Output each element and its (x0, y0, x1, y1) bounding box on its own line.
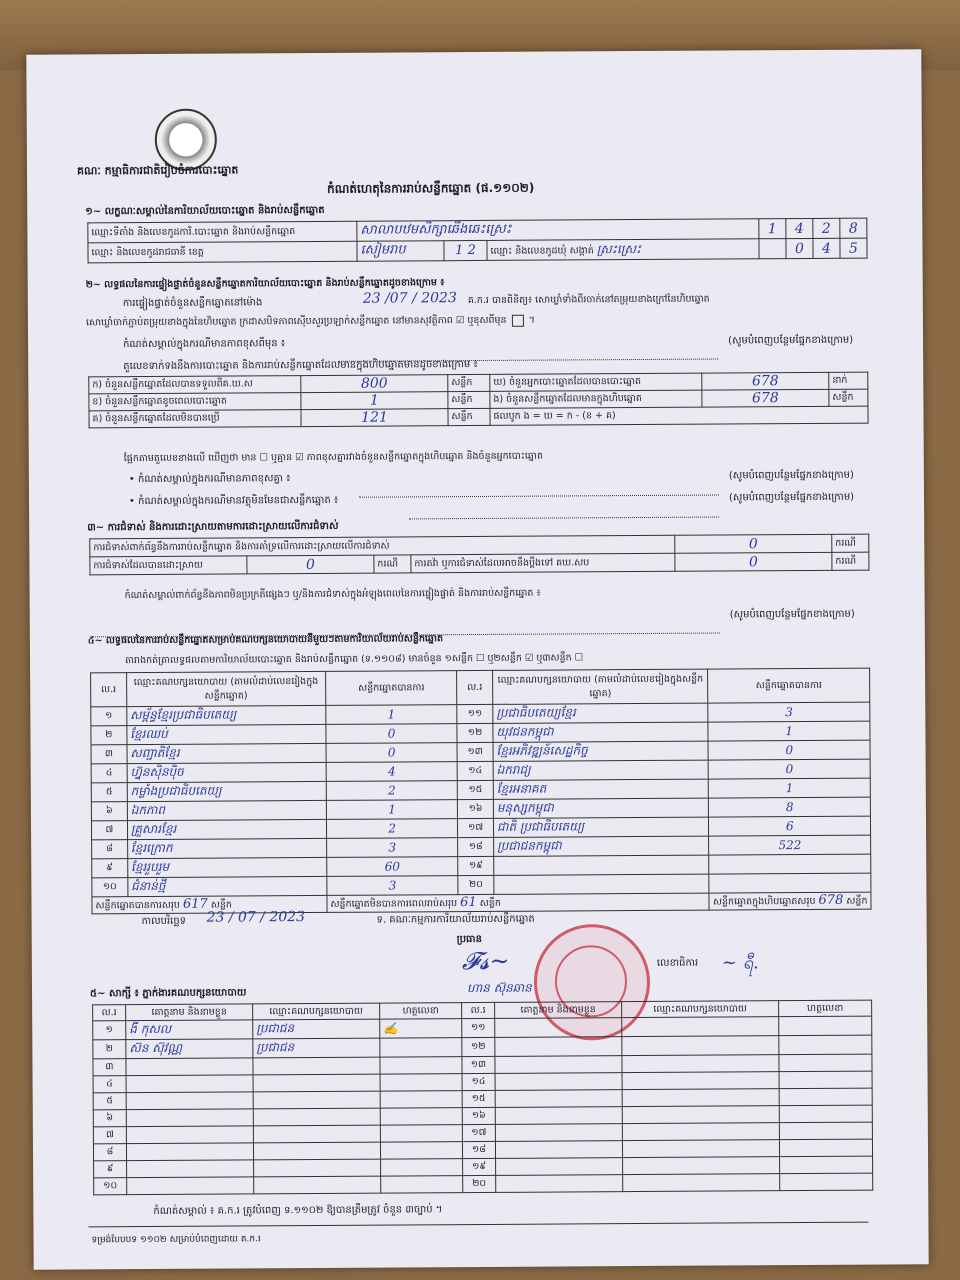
verify-line2-text: សោឃ្លាំចាក់ភ្ជាប់តម្រុយខាងក្នុងនៃហិបឆ្នោត ក្រដាសបិទភាពស៊ើបសួរប្រឡាក់សន្លឹកឆ្នោត នៅមានសុវត្ថិភាព (85, 315, 453, 329)
result-votes: 2 (326, 781, 457, 801)
count-c-unit: សន្លឹក (448, 408, 490, 425)
witness-name-right (495, 1124, 622, 1142)
result-no-right: ១២ (457, 723, 493, 742)
result-votes-right: 1 (708, 721, 870, 741)
witness-sign-right (779, 1139, 872, 1157)
total-invalid-label: សន្លឹកឆ្នោតមិនបានការពេលរាប់សរុប (330, 898, 458, 910)
results-col-votes: សន្លឹកឆ្នោតបានការ (326, 671, 458, 706)
witness-sign (380, 1142, 462, 1160)
result-party-right: ជាតិ ប្រជាធិបតេយ្យ (493, 817, 709, 837)
result-party: ឯកភាព (127, 800, 326, 820)
bullet-foreign-hint: (សូមបំពេញបន្ថែមផ្នែកខាងក្រោម) (728, 491, 855, 504)
result-no: ៨ (92, 840, 128, 859)
result-no: ៩ (92, 859, 128, 878)
complaint-r2-label2: ការតវ៉ា ឬការជំទាស់ដែលអាចនឹងប្ដឹងទៅ គឃ.សប (411, 553, 675, 573)
witness-no: ៨ (93, 1144, 126, 1161)
result-votes: 4 (326, 762, 457, 782)
witness-body (93, 1016, 873, 1195)
total-valid-value: 617 (182, 896, 208, 912)
witness-no-right: ១៥ (462, 1090, 495, 1107)
complaint-r2-value2: 0 (675, 552, 832, 571)
result-no-right: ១៦ (458, 799, 494, 818)
witness-col-no-right: ល.រ (462, 1002, 495, 1018)
witness-sign-right (779, 1016, 872, 1036)
total-box-cell (709, 892, 871, 910)
result-no: ១០ (92, 878, 128, 897)
results-col-no: ល.រ (91, 673, 127, 707)
witness-name: ងី កុសល (126, 1020, 253, 1040)
result-votes: 0 (326, 743, 457, 763)
section5-heading: ៥~ សាក្សី ៖ ភ្នាក់ងារគណបក្សនយោបាយ (90, 987, 247, 1000)
result-votes: 60 (327, 857, 458, 877)
result-party-right (494, 874, 710, 894)
witness-name (126, 1058, 253, 1076)
total-box-unit: សន្លឹក (846, 895, 868, 907)
president-signature: 𝓕𝓼~ (461, 946, 510, 976)
section4-heading: ៤~ លទ្ធផលនៃការរាប់សន្លឹកឆ្នោតសម្រាប់គណបក្សនយោបាយនីមួយៗតាមការិយាល័យរាប់សន្លឹកឆ្នោត (87, 633, 443, 647)
counts-intro: តួលេខទាក់ទងនឹងការបោះឆ្នោត និងការរាប់សន្លឹកឆ្នោតដែលមានក្នុងហិបឆ្នោតមានដូចខាងក្រោម ៖ (123, 358, 478, 373)
witness-col-party: ឈ្មោះគណបក្សនយោបាយ (253, 1003, 380, 1020)
witness-no: ៥ (93, 1093, 126, 1110)
witness-party (253, 1057, 380, 1075)
check-no-icon (512, 314, 524, 326)
result-no: ៣ (91, 745, 127, 764)
signer-name: ហាន ស៊ុនឆាន (466, 980, 532, 996)
witness-no-right: ១១ (462, 1018, 495, 1037)
witness-no-right: ១៩ (463, 1158, 496, 1175)
secretary-signature: ~ ရီ. (721, 952, 759, 974)
count-b-label: ខ) ចំនួនសន្លឹកឆ្នោតខូចពេលបោះឆ្នោត (89, 393, 301, 411)
results-body (91, 702, 871, 897)
result-no-right: ១៧ (458, 818, 494, 837)
results-date: 23 / 07 / 2023 (206, 909, 306, 926)
bullet-diff-dotline (359, 481, 719, 502)
witness-no: ៣ (93, 1059, 126, 1076)
result-no: ២ (91, 726, 127, 745)
location-code-1: 1 (759, 219, 786, 239)
count-c-value: 121 (301, 409, 448, 427)
result-no-right: ១៤ (457, 761, 493, 780)
commune-code-3: 5 (840, 238, 867, 258)
results-table (90, 668, 871, 915)
witness-party-right (622, 1017, 779, 1037)
witness-sign: ✍ (380, 1019, 462, 1039)
witness-party (253, 1125, 380, 1143)
witness-no-right: ១៤ (462, 1073, 495, 1090)
witness-no-right: ១៨ (462, 1141, 495, 1158)
result-votes-right: 6 (709, 816, 871, 836)
result-no-right: ២០ (458, 875, 494, 894)
document-title: កំណត់ហេតុនៃការរាប់សន្លឹកឆ្នោត (ផ.១១០២) (327, 180, 535, 196)
witness-sign (381, 1159, 463, 1177)
result-votes-right: 522 (709, 835, 871, 855)
document-page (26, 49, 928, 1269)
result-votes-right (709, 873, 871, 893)
commune-cell (487, 239, 759, 261)
province-value: សៀមរាប (357, 241, 444, 262)
complaints-table (89, 534, 869, 576)
committee-label: ទ. គណៈកម្មការការិយាល័យរាប់សន្លឹកឆ្នោត (376, 913, 535, 926)
witness-party (253, 1142, 380, 1160)
witness-no: ៦ (93, 1110, 126, 1127)
witness-no: ៧ (93, 1127, 126, 1144)
result-party: គ្រួសារខ្មែរ (127, 819, 326, 839)
total-invalid-cell (327, 893, 710, 912)
location-value: សាលាបឋមសិក្សាឆើងឆេះស្រេះ (357, 219, 759, 241)
result-no: ៥ (91, 783, 127, 802)
complaints-note: កំណត់សម្គាល់ពាក់ព័ន្ធនឹងភាពមិនប្រក្រតីផ្សេងៗ ឬ/និងការជំទាស់ក្នុងអំឡុងពេលនៃការផ្ទៀងផ្ទាត់ និងការរាប់សន្លឹកឆ្នោត ៖ (124, 587, 541, 602)
results-col-party-right: ឈ្មោះគណបក្សនយោបាយ (តាមលំដាប់លេខរៀងក្នុងសន្លឹកឆ្នោត) (493, 669, 709, 704)
witness-col-name: គោត្តនាម និងនាមខ្លួន (126, 1004, 253, 1021)
witness-sign-right (780, 1173, 873, 1191)
footer-form: ទម្រង់បែបបទ ១១០២ សម្រាប់បំពេញដោយ គ.ក.រ (91, 1234, 261, 1246)
count-c-label: គ) ចំនួនសន្លឹកឆ្នោតដែលមិនបានប្រើ (89, 410, 301, 428)
witness-party: ប្រជាជន (253, 1019, 380, 1039)
witness-name-right (495, 1073, 622, 1091)
province-code-1: 1 (455, 243, 464, 259)
total-invalid-unit: សន្លឹក (479, 897, 501, 909)
count-b-unit: សន្លឹក (448, 391, 490, 408)
witness-party (254, 1159, 381, 1177)
count-d-value: 678 (702, 372, 829, 390)
result-party-right: ខ្មែរអភិវឌ្ឍន៍សេដ្ឋកិច្ច (493, 741, 709, 761)
result-party-right: មនុស្សកម្ពុជា (493, 798, 709, 818)
witness-party (254, 1176, 381, 1194)
result-votes: 1 (326, 800, 457, 820)
results-col-no-right: ល.រ (457, 670, 493, 704)
witness-sign (380, 1091, 462, 1109)
witness-sign-right (779, 1088, 872, 1106)
witness-table (92, 1000, 873, 1196)
commune-code-spacer (759, 239, 786, 259)
location-code-4: 8 (840, 218, 867, 238)
complaint-r1-value: 0 (675, 534, 832, 553)
witness-name (126, 1126, 253, 1144)
witness-sign-right (780, 1156, 873, 1174)
result-no: ១ (91, 707, 127, 726)
check-yes-icon: ☑ (455, 315, 465, 327)
witness-col-sign-right: ហត្ថលេខា (779, 1000, 872, 1017)
result-no: ៦ (91, 802, 127, 821)
complaint-r1-unit: ករណី (832, 534, 869, 552)
total-invalid-value: 61 (460, 895, 477, 911)
witness-name (126, 1092, 253, 1110)
witness-name (127, 1177, 254, 1195)
complaint-r1-label: ការជំទាស់ពាក់ព័ន្ធនឹងការរាប់សន្លឹកឆ្នោត និងការគាំទ្រលើការដោះស្រាយលើការជំទាស់ (90, 535, 675, 557)
section4-intro: តារាងកត់ត្រាលទ្ធផលតាមការិយាល័យបោះឆ្នោត និងរាប់សន្លឹកឆ្នោត (ទ.១១០៨) មានចំនួន ១សន្លឹក ☐ ឬ២សន្លឹក ☑ ឬ៣សន្លឹក ☐ (124, 652, 584, 667)
witness-no: ១០ (94, 1178, 127, 1195)
complaints-hint: (សូមបំពេញបន្ថែមផ្នែកខាងក្រោម) (729, 608, 855, 621)
witness-name (126, 1143, 253, 1161)
result-party-right: ខ្មែរអនាគត (493, 779, 709, 799)
count-a-label: ក) ចំនួនសន្លឹកឆ្នោតដែលបានទទួលពីគ.ឃ.ស (89, 376, 301, 394)
result-party-right: យុវជនកម្ពុជា (493, 722, 709, 742)
witness-name (126, 1109, 253, 1127)
result-party: ខ្មែររួបរួម (127, 857, 326, 877)
witness-col-no: ល.រ (93, 1005, 126, 1021)
count-e-label: ង) ចំនួនសន្លឹកឆ្នោតដែលមានក្នុងហិបឆ្នោត (490, 390, 702, 408)
result-votes-right (709, 854, 871, 874)
witness-no: ១ (93, 1021, 126, 1040)
note-line: កំណត់សម្គាល់ក្នុងករណីមានភាពខុសពីមុន ៖ (123, 338, 286, 351)
result-votes: 1 (326, 705, 457, 725)
witness-party-right (622, 1089, 779, 1107)
witness-col-name-right: គោត្តនាម និងនាមខ្លួន (495, 1002, 622, 1019)
section1-table (87, 218, 867, 264)
verify-line2b: ឬខុសពីមុន (467, 314, 507, 327)
witness-name (127, 1160, 254, 1178)
result-party: ហ្វ៊ុនស៊ិនប៉ិច (127, 762, 326, 782)
verify-date: 23 /07 / 2023 (362, 290, 457, 307)
witness-party-right (623, 1157, 780, 1175)
result-no: ៤ (91, 764, 127, 783)
nec-emblem-icon (155, 109, 217, 171)
witness-name-right (495, 1056, 622, 1074)
witness-sign-right (779, 1105, 872, 1123)
commune-label: ឈ្មោះ និងលេខកូដឃុំ សង្កាត់ (490, 244, 594, 257)
witness-name-right (495, 1018, 622, 1038)
witness-sign (380, 1108, 462, 1126)
count-a-value: 800 (301, 375, 448, 393)
verify-line2: សោឃ្លាំចាក់ភ្ជាប់តម្រុយខាងក្នុងនៃហិបឆ្នោត ក្រដាសបិទភាពស៊ើបសួរប្រឡាក់សន្លឹកឆ្នោត នៅមានសុវត្ថិភាព ☑ ឬខុសពីមុន ។ (85, 314, 535, 329)
witness-party-right (622, 1072, 779, 1090)
org-name: គណៈ កម្មាធិការជាតិរៀបចំការបោះឆ្នោត (76, 163, 239, 178)
witness-sign-right (779, 1035, 872, 1055)
witness-name-right (496, 1158, 623, 1176)
province-label: ឈ្មោះ និងលេខកូដរាជធានី ខេត្ត (88, 241, 357, 263)
witness-name-right (495, 1090, 622, 1108)
bullet-diff-hint: (សូមបំពេញបន្ថែមផ្នែកខាងក្រោម) (728, 469, 854, 482)
result-votes-right: 0 (708, 740, 870, 760)
location-code-3: 2 (813, 218, 840, 238)
note-hint: (សូមបំពេញបន្ថែមផ្នែកខាងក្រោម) (728, 334, 854, 347)
complaint-r2-unit: ករណី (374, 555, 411, 573)
province-code (444, 240, 487, 260)
witness-no-right: ២០ (463, 1175, 496, 1192)
witness-party-right (622, 1055, 779, 1073)
province-code-2: 2 (467, 243, 476, 259)
witness-party-right (622, 1140, 779, 1158)
result-party: សម្ព័ន្ធខ្មែរប្រជាធិបតេយ្យ (127, 705, 326, 725)
result-party-right: ប្រជាជនកម្ពុជា (494, 836, 710, 856)
total-valid-label: សន្លឹកឆ្នោតបានការសរុប (95, 899, 180, 912)
footer-note: កំណត់សម្គាល់ ៖ គ.ក.រ ត្រូវបំពេញ ទ.១១០២ ឱ្យបានត្រឹមត្រូវ ចំនួន ៣ច្បាប់ ។ (153, 1204, 443, 1217)
result-no-right: ១៥ (458, 780, 494, 799)
footer-divider (88, 1222, 868, 1228)
section1-heading: ១~ លក្ខណៈសម្គាល់នៃការិយាល័យបោះឆ្នោត និងរាប់សន្លឹកឆ្នោត (85, 204, 325, 218)
witness-name: ស៊ន ស៊ុវណ្ណ (126, 1039, 253, 1059)
compare-line: ផ្អែកតាមតួលេខខាងលើ ឃើញថា មាន ☐ ឬគ្មាន ☑ ភាពខុសគ្នារវាងចំនួនសន្លឹកឆ្នោតក្នុងហិបឆ្នោត និងចំនួនអ្នកបោះឆ្នោត (123, 450, 544, 465)
commune-value: ស្រះស្រេះ (596, 241, 642, 256)
witness-name-right (495, 1107, 622, 1125)
witness-sign (380, 1038, 462, 1058)
count-d-unit: នាក់ (829, 372, 868, 389)
result-votes-right: 0 (709, 759, 871, 779)
commune-code-1: 0 (786, 238, 813, 258)
result-votes-right: 8 (709, 797, 871, 817)
witness-sign-right (779, 1071, 872, 1089)
commune-code-2: 4 (813, 238, 840, 258)
witness-row (94, 1173, 873, 1195)
witness-sign-right (779, 1122, 872, 1140)
witness-party (253, 1108, 380, 1126)
witness-sign (380, 1125, 462, 1143)
result-no-right: ១១ (457, 704, 493, 723)
witness-no-right: ១២ (462, 1037, 495, 1056)
witness-col-sign: ហត្ថលេខា (380, 1003, 462, 1020)
result-votes: 3 (327, 876, 458, 896)
result-party-right: ប្រជាធិបតេយ្យខ្មែរ (493, 703, 709, 723)
count-a-unit: សន្លឹក (448, 374, 490, 391)
result-votes: 0 (326, 724, 457, 744)
witness-party-right (623, 1174, 780, 1192)
results-date-label: កាលបរិច្ឆេទ (141, 915, 187, 928)
result-votes-right: 1 (709, 778, 871, 798)
section2-heading: ២~ លទ្ធផលនៃការផ្ទៀងផ្ទាត់ចំនួនសន្លឹកឆ្នោតការិយាល័យបោះឆ្នោត និងរាប់សន្លឹកឆ្នោតដូចខាងក្រោម ៖ (85, 277, 445, 291)
results-col-party: ឈ្មោះគណបក្សនយោបាយ (តាមលំដាប់លេខរៀងក្នុងសន្លឹកឆ្នោត) (126, 671, 325, 706)
result-no: ៧ (91, 821, 127, 840)
witness-party-right (622, 1123, 779, 1141)
verify-time-label: ការផ្ទៀងផ្ទាត់ចំនួនសន្លឹកឆ្នោតនៅម៉ោង (122, 297, 263, 310)
witness-party (253, 1091, 380, 1109)
result-party: ខ្មែរឈប់ (127, 724, 326, 744)
witness-sign-right (779, 1054, 872, 1072)
witness-sign (380, 1074, 462, 1092)
witness-no: ៤ (93, 1076, 126, 1093)
count-b-value: 1 (301, 392, 448, 410)
count-e-value: 678 (702, 389, 829, 407)
results-col-votes-right: សន្លឹកឆ្នោតបានការ (708, 668, 870, 703)
witness-name-right (495, 1141, 622, 1159)
result-votes: 3 (327, 838, 458, 858)
section3-heading: ៣~ ការជំទាស់ និងការដោះស្រាយតាមការដោះស្រាយលើការជំទាស់ (87, 520, 339, 534)
witness-party-right (622, 1036, 779, 1056)
result-votes: 2 (326, 819, 457, 839)
location-code-2: 4 (786, 218, 813, 238)
witness-name-right (495, 1037, 622, 1057)
total-box-label: សន្លឹកឆ្នោតក្នុងហិបឆ្នោតសរុប (712, 895, 816, 908)
result-party: សញ្ជាតិខ្មែរ (127, 743, 326, 763)
complaint-r2-label: ការជំទាស់ដែលបានដោះស្រាយ (90, 556, 247, 575)
result-no-right: ១៣ (457, 742, 493, 761)
president-label: ប្រធាន (456, 933, 482, 946)
witness-no-right: ១៦ (462, 1107, 495, 1124)
result-no-right: ១៩ (458, 856, 494, 875)
witness-no-right: ១៣ (462, 1056, 495, 1073)
count-formula: ផលបូក ង = ឃ = ក - (ខ + គ) (490, 406, 868, 425)
result-party: ជំនាន់ថ្មី (128, 876, 327, 896)
bullet-diff: • កំណត់សម្គាល់ក្នុងករណីមានភាពខុសគ្នា ៖ (128, 473, 291, 486)
result-party: កម្លាំងប្រជាធិបតេយ្យ (127, 781, 326, 801)
witness-party-right (622, 1106, 779, 1124)
total-valid-unit: សន្លឹក (210, 899, 232, 911)
complaint-r2-value: 0 (247, 555, 374, 574)
count-e-unit: សន្លឹក (829, 389, 868, 406)
result-no-right: ១៨ (458, 837, 494, 856)
witness-name (126, 1075, 253, 1093)
location-label: ឈ្មោះទីតាំង និងលេខកូដការិ.បោះឆ្នោត និងរាប់សន្លឹកឆ្នោត (88, 221, 357, 243)
result-votes-right: 3 (708, 702, 870, 722)
counts-table (88, 372, 868, 429)
witness-sign (380, 1057, 462, 1075)
witness-party (253, 1074, 380, 1092)
count-d-label: ឃ) ចំនួនអ្នកបោះឆ្នោតដែលបានបោះឆ្នោត (490, 373, 702, 391)
witness-no-right: ១៧ (462, 1124, 495, 1141)
secretary-label: លេខាធិការ (656, 957, 699, 969)
bullet-foreign: • កំណត់សម្គាល់ក្នុងករណីមានវត្ថុមិនមែនជាសន្លឹកឆ្នោត ៖ (128, 494, 339, 508)
verify-line1b: គ.ក.រ បានពិនិត្យ៖ សោឃ្លាំទាំងពីរចាក់នៅតម្រុយខាងក្រៅនៃហិបឆ្នោត (467, 293, 710, 307)
total-box-value: 678 (818, 892, 844, 908)
witness-sign (381, 1176, 463, 1194)
witness-party: ប្រជាជន (253, 1038, 380, 1058)
bullet-foreign-dotline (409, 503, 719, 524)
result-party-right: ឯករាជ្យ (493, 760, 709, 780)
witness-no: ៩ (94, 1161, 127, 1178)
witness-col-party-right: ឈ្មោះគណបក្សនយោបាយ (622, 1001, 779, 1018)
witness-name-right (496, 1175, 623, 1193)
result-party-right (494, 855, 710, 875)
complaint-r2-unit2: ករណី (832, 552, 869, 570)
result-party: ខ្មែរក្រោក (127, 838, 326, 858)
witness-no: ២ (93, 1040, 126, 1059)
